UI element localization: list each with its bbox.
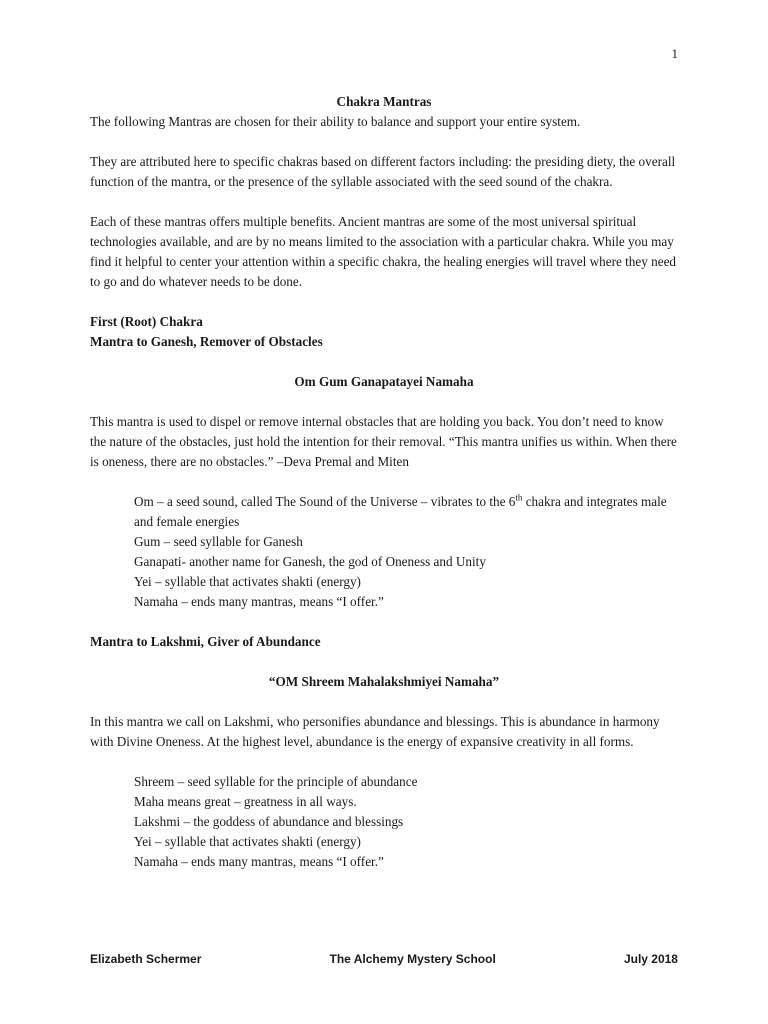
list-item: Om – a seed sound, called The Sound of the Universe – vibrates to the 6th chakra and integrates male and female energies (134, 492, 667, 529)
section1-heading: First (Root) Chakra (90, 314, 203, 329)
list-item: Shreem – seed syllable for the principle of abundance (134, 774, 418, 789)
list-item: Namaha – ends many mantras, means “I offer.” (134, 594, 384, 609)
section1-description: This mantra is used to dispel or remove internal obstacles that are holding you back. You don’t need to know the nature of the obstacles, just hold the intention for their removal. “This mantra unifies us within. When there is oneness, there are no obstacles.” –Deva Premal and Miten (90, 414, 677, 469)
section1-subheading: Mantra to Ganesh, Remover of Obstacles (90, 334, 323, 349)
section2-mantra: “OM Shreem Mahalakshmiyei Namaha” (268, 674, 500, 689)
section1-mantra: Om Gum Ganapatayei Namaha (294, 374, 474, 389)
section2-description: In this mantra we call on Lakshmi, who personifies abundance and blessings. This is abundance in harmony with Divine Oneness. At the highest level, abundance is the energy of expansive creativity in all forms. (90, 714, 660, 749)
footer-date: July 2018 (623, 952, 678, 966)
footer-school: The Alchemy Mystery School (329, 952, 496, 966)
document-title: Chakra Mantras (336, 94, 432, 109)
page-footer (90, 952, 678, 966)
benefits-paragraph: Each of these mantras offers multiple benefits. Ancient mantras are some of the most universal spiritual technologies available, and are by no means limited to the association with a particular chakra. While you may find it helpful to center your attention within a specific chakra, the healing energies will travel where they need to go and do whatever needs to be done. (90, 214, 677, 289)
section2-syllable-list (90, 772, 678, 872)
list-item: Lakshmi – the goddess of abundance and blessings (134, 814, 404, 829)
footer-author: Elizabeth Schermer (90, 952, 202, 966)
attribution-paragraph: They are attributed here to specific chakras based on different factors including: the presiding diety, the overall function of the mantra, or the presence of the syllable associated with the seed sound of the chakra. (90, 154, 676, 189)
list-item: Gum – seed syllable for Ganesh (134, 534, 303, 549)
list-item: Namaha – ends many mantras, means “I offer.” (134, 854, 384, 869)
page-number: 1 (671, 46, 678, 61)
list-item: Yei – syllable that activates shakti (energy) (134, 834, 361, 849)
document-body (90, 92, 678, 872)
intro-paragraph: The following Mantras are chosen for their ability to balance and support your entire system. (90, 114, 581, 129)
list-item: Ganapati- another name for Ganesh, the god of Oneness and Unity (134, 554, 486, 569)
list-item: Yei – syllable that activates shakti (energy) (134, 574, 361, 589)
section2-subheading: Mantra to Lakshmi, Giver of Abundance (90, 634, 321, 649)
section1-syllable-list (90, 492, 678, 612)
list-item: Maha means great – greatness in all ways. (134, 794, 357, 809)
